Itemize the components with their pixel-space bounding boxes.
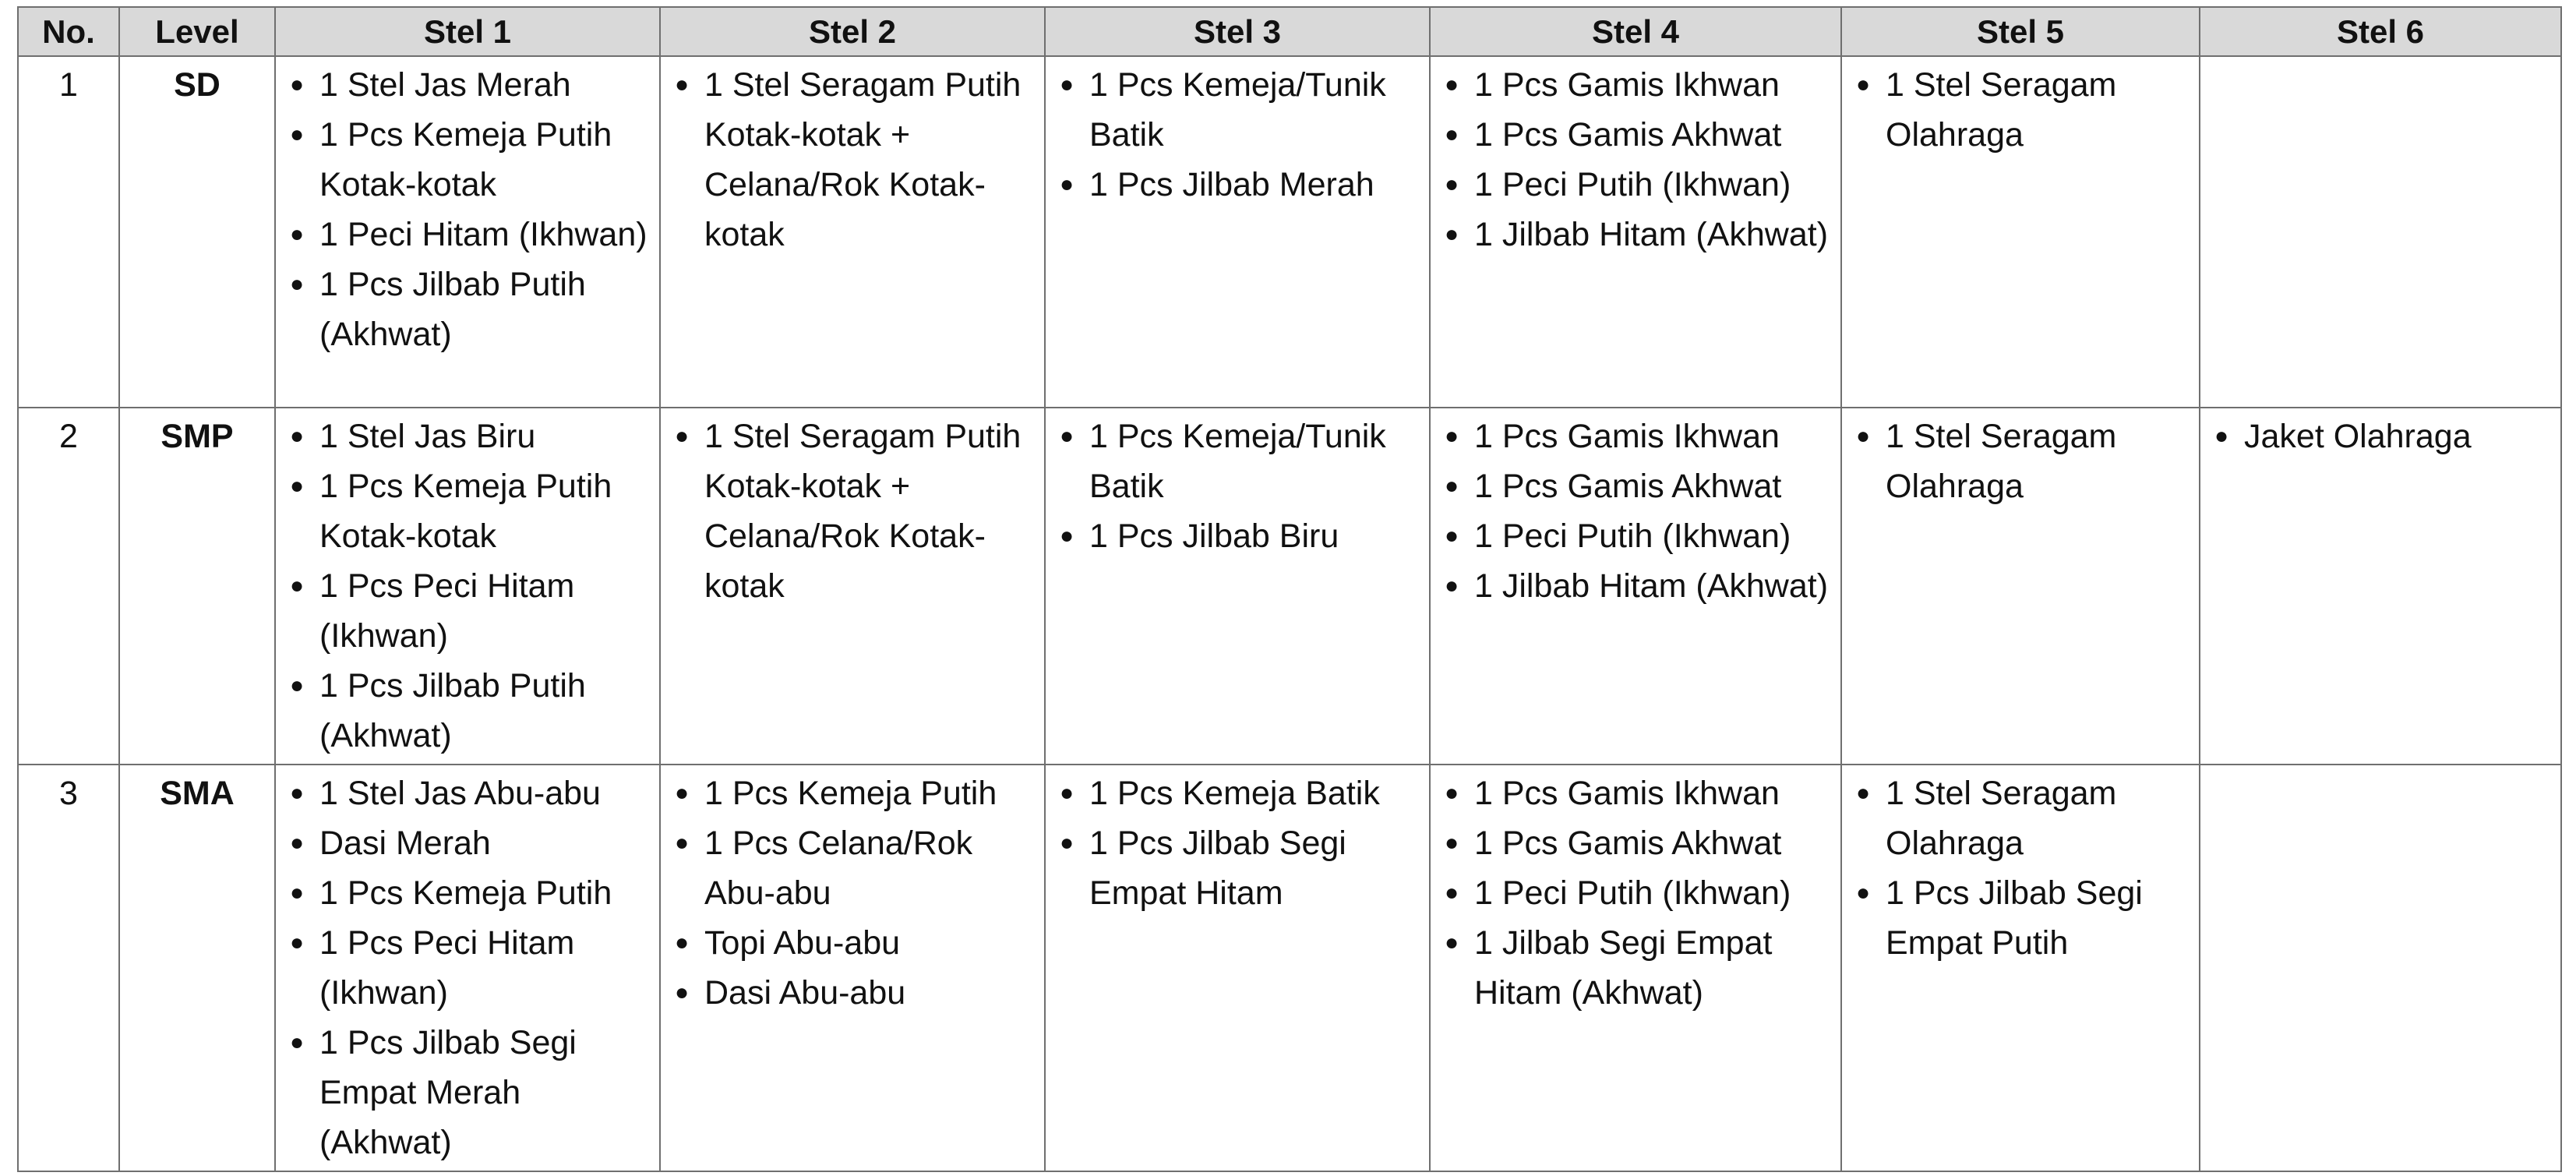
item-list [1851, 768, 2190, 968]
item-list [285, 768, 650, 1167]
header-stel-5: Stel 5 [1841, 7, 2200, 56]
stel-5-cell [1841, 765, 2200, 1171]
list-item: ● 1 Jilbab Segi Empat Hitam (Akhwat) [1440, 918, 1831, 1018]
list-item: ● 1 Pcs Jilbab Segi Empat Merah (Akhwat) [285, 1018, 650, 1167]
stel-2-cell [660, 408, 1045, 765]
row-level: SD [119, 56, 275, 408]
list-item: ● 1 Pcs Kemeja Putih [285, 868, 650, 918]
list-item: ● Topi Abu-abu [670, 918, 1035, 968]
list-item: ● 1 Pcs Peci Hitam (Ikhwan) [285, 561, 650, 661]
row-number: 3 [18, 765, 119, 1171]
list-item: ● 1 Pcs Gamis Akhwat [1440, 818, 1831, 868]
list-item: ● 1 Peci Putih (Ikhwan) [1440, 511, 1831, 561]
list-item: ● 1 Pcs Kemeja/Tunik Batik [1055, 411, 1420, 511]
stel-4-cell [1430, 408, 1841, 765]
item-list [670, 768, 1035, 1018]
item-list [670, 411, 1035, 611]
item-list [285, 60, 650, 359]
list-item: ● 1 Pcs Gamis Akhwat [1440, 461, 1831, 511]
list-item: ● 1 Jilbab Hitam (Akhwat) [1440, 210, 1831, 260]
header-stel-3: Stel 3 [1045, 7, 1430, 56]
header-stel-1: Stel 1 [275, 7, 660, 56]
stel-2-cell [660, 765, 1045, 1171]
stel-1-cell [275, 56, 660, 408]
list-item: ● 1 Pcs Kemeja/Tunik Batik [1055, 60, 1420, 160]
header-no: No. [18, 7, 119, 56]
list-item: ● 1 Pcs Kemeja Putih Kotak-kotak [285, 110, 650, 210]
row-level: SMP [119, 408, 275, 765]
list-item: ● 1 Pcs Jilbab Biru [1055, 511, 1420, 561]
header-row [18, 7, 2561, 56]
list-item: ● Dasi Abu-abu [670, 968, 1035, 1018]
stel-6-cell [2200, 56, 2561, 408]
stel-1-cell [275, 765, 660, 1171]
header-stel-6: Stel 6 [2200, 7, 2561, 56]
list-item: ● Dasi Merah [285, 818, 650, 868]
list-item: ● 1 Peci Hitam (Ikhwan) [285, 210, 650, 260]
list-item: ● Jaket Olahraga [2210, 411, 2551, 461]
stel-5-cell [1841, 56, 2200, 408]
stel-6-cell [2200, 408, 2561, 765]
list-item: ● 1 Pcs Celana/Rok Abu-abu [670, 818, 1035, 918]
item-list [670, 60, 1035, 260]
list-item: ● 1 Pcs Gamis Ikhwan [1440, 60, 1831, 110]
list-item: ● 1 Stel Seragam Olahraga [1851, 60, 2190, 160]
item-list [1055, 60, 1420, 210]
stel-6-cell [2200, 765, 2561, 1171]
item-list [1055, 411, 1420, 561]
list-item: ● 1 Stel Seragam Putih Kotak-kotak + Celana/Rok Kotak-kotak [670, 60, 1035, 260]
item-list [1440, 411, 1831, 611]
list-item: ● 1 Stel Seragam Olahraga [1851, 411, 2190, 511]
table-row [18, 765, 2561, 1171]
header-stel-4: Stel 4 [1430, 7, 1841, 56]
stel-1-cell [275, 408, 660, 765]
item-list [2210, 411, 2551, 461]
row-number: 1 [18, 56, 119, 408]
list-item: ● 1 Peci Putih (Ikhwan) [1440, 160, 1831, 210]
item-list [1440, 60, 1831, 260]
table-row [18, 408, 2561, 765]
list-item: ● 1 Pcs Gamis Ikhwan [1440, 411, 1831, 461]
list-item: ● 1 Pcs Gamis Akhwat [1440, 110, 1831, 160]
item-list [1440, 768, 1831, 1018]
list-item: ● 1 Stel Jas Merah [285, 60, 650, 110]
item-list [285, 411, 650, 761]
stel-3-cell [1045, 408, 1430, 765]
list-item: ● 1 Peci Putih (Ikhwan) [1440, 868, 1831, 918]
stel-3-cell [1045, 765, 1430, 1171]
list-item: ● 1 Pcs Kemeja Batik [1055, 768, 1420, 818]
item-list [1851, 411, 2190, 511]
list-item: ● 1 Pcs Kemeja Putih Kotak-kotak [285, 461, 650, 561]
stel-2-cell [660, 56, 1045, 408]
list-item: ● 1 Pcs Jilbab Putih (Akhwat) [285, 260, 650, 359]
stel-4-cell [1430, 765, 1841, 1171]
list-item: ● 1 Stel Jas Abu-abu [285, 768, 650, 818]
stel-4-cell [1430, 56, 1841, 408]
list-item: ● 1 Stel Seragam Olahraga [1851, 768, 2190, 868]
list-item: ● 1 Pcs Jilbab Putih (Akhwat) [285, 661, 650, 761]
row-level: SMA [119, 765, 275, 1171]
list-item: ● 1 Pcs Jilbab Segi Empat Hitam [1055, 818, 1420, 918]
header-level: Level [119, 7, 275, 56]
stel-3-cell [1045, 56, 1430, 408]
table-row [18, 56, 2561, 408]
header-stel-2: Stel 2 [660, 7, 1045, 56]
item-list [1055, 768, 1420, 918]
list-item: ● 1 Pcs Peci Hitam (Ikhwan) [285, 918, 650, 1018]
list-item: ● 1 Pcs Jilbab Segi Empat Putih [1851, 868, 2190, 968]
item-list [1851, 60, 2190, 160]
uniform-table [17, 6, 2562, 1172]
list-item: ● 1 Pcs Jilbab Merah [1055, 160, 1420, 210]
list-item: ● 1 Jilbab Hitam (Akhwat) [1440, 561, 1831, 611]
stel-5-cell [1841, 408, 2200, 765]
list-item: ● 1 Stel Jas Biru [285, 411, 650, 461]
list-item: ● 1 Pcs Gamis Ikhwan [1440, 768, 1831, 818]
list-item: ● 1 Stel Seragam Putih Kotak-kotak + Celana/Rok Kotak-kotak [670, 411, 1035, 611]
list-item: ● 1 Pcs Kemeja Putih [670, 768, 1035, 818]
row-number: 2 [18, 408, 119, 765]
